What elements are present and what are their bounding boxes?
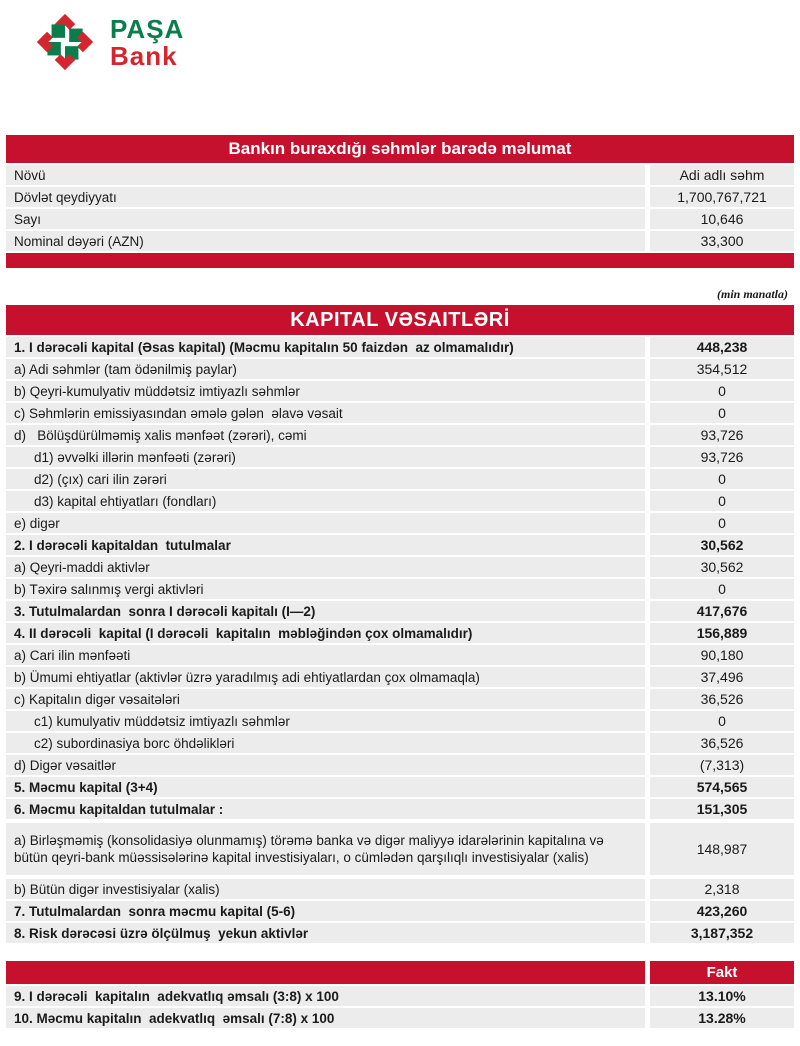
row-value: 574,565	[650, 777, 794, 797]
row-value: 36,526	[650, 689, 794, 709]
row-label: d) Bölüşdürülməmiş xalis mənfəət (zərəri), cəmi	[6, 425, 645, 445]
pashabank-logo-icon	[33, 10, 97, 74]
row-label: c) Səhmlərin emissiyasından əmələ gələn əlavə vəsait	[6, 403, 645, 423]
fakt-header-spacer	[6, 961, 645, 984]
table-row	[6, 359, 794, 379]
table-row	[6, 337, 794, 357]
row-value: 30,562	[650, 557, 794, 577]
row-value: 2,318	[650, 879, 794, 899]
row-label: a) Adi səhmlər (tam ödənilmiş paylar)	[6, 359, 645, 379]
row-label: b) Bütün digər investisiyalar (xalis)	[6, 879, 645, 899]
row-label: 4. II dərəcəli kapital (I dərəcəli kapitalın məbləğindən çox olmamalıdır)	[6, 623, 645, 643]
table-row	[6, 491, 794, 511]
table-row	[6, 187, 794, 207]
table-row	[6, 601, 794, 621]
row-label: c1) kumulyativ müddətsiz imtiyazlı səhmlər	[6, 711, 645, 731]
table-row	[6, 425, 794, 445]
row-value: 3,187,352	[650, 923, 794, 943]
row-label: e) digər	[6, 513, 645, 533]
table-row	[6, 645, 794, 665]
row-label: 7. Tutulmalardan sonra məcmu kapital (5-6)	[6, 901, 645, 921]
capital-table	[6, 305, 794, 945]
row-label: a) Birləşməmiş (konsolidasiyə olunmamış) törəmə banka və digər maliyyə idarələrinin kapitalına və bütün qeyri-bank müəssisələrinə kapital investisiyaları, o cümlədən qarşılıqlı investisiyalar (xalis)	[6, 823, 645, 875]
row-value: 156,889	[650, 623, 794, 643]
pashabank-logo	[33, 10, 184, 74]
row-label: Növü	[6, 165, 645, 185]
row-label: d3) kapital ehtiyatları (fondları)	[6, 491, 645, 511]
adequacy-table	[6, 961, 794, 1030]
table-row	[6, 381, 794, 401]
table-row	[6, 777, 794, 797]
bank-name-line1: PAŞA	[110, 14, 185, 44]
row-label: b) Təxirə salınmış vergi aktivləri	[6, 579, 645, 599]
row-value: 1,700,767,721	[650, 187, 794, 207]
row-value: 0	[650, 381, 794, 401]
bank-wordmark	[110, 15, 184, 69]
row-label: 8. Risk dərəcəsi üzrə ölçülmuş yekun aktivlər	[6, 923, 645, 943]
table-row	[6, 623, 794, 643]
row-value: 151,305	[650, 799, 794, 819]
red-divider-bar	[6, 253, 794, 268]
table-row	[6, 557, 794, 577]
fakt-header-bar	[6, 961, 794, 984]
row-label: 1. I dərəcəli kapital (Əsas kapital) (Məcmu kapitalın 50 faizdən az olmamalıdır)	[6, 337, 645, 357]
row-value: 0	[650, 513, 794, 533]
bank-name-line2: Bank	[110, 41, 178, 71]
row-value: Adi adlı səhm	[650, 165, 794, 185]
table-row	[6, 209, 794, 229]
row-label: c) Kapitalın digər vəsaitələri	[6, 689, 645, 709]
row-value: 0	[650, 403, 794, 423]
row-value: 148,987	[650, 823, 794, 875]
row-value: 0	[650, 711, 794, 731]
table-row	[6, 711, 794, 731]
unit-note: (min manatla)	[716, 287, 788, 301]
shares-table	[6, 135, 794, 268]
row-label: c2) subordinasiya borc öhdəlikləri	[6, 733, 645, 753]
row-label: b) Ümumi ehtiyatlar (aktivlər üzrə yaradılmış adi ehtiyatlardan çox olmamaqla)	[6, 667, 645, 687]
row-label: 10. Məcmu kapitalın adekvatlıq əmsalı (7:8) x 100	[6, 1008, 645, 1028]
row-value: 13.28%	[650, 1008, 794, 1028]
table-row	[6, 447, 794, 467]
row-value: 33,300	[650, 231, 794, 251]
table-row	[6, 513, 794, 533]
pinwheel-icon	[33, 10, 97, 74]
row-value: 13.10%	[650, 986, 794, 1006]
table-row	[6, 879, 794, 899]
table-row	[6, 579, 794, 599]
table-row	[6, 986, 794, 1006]
row-value: 30,562	[650, 535, 794, 555]
row-value: 37,496	[650, 667, 794, 687]
table-row	[6, 799, 794, 819]
row-value: (7,313)	[650, 755, 794, 775]
row-label: d2) (çıx) cari ilin zərəri	[6, 469, 645, 489]
row-value: 0	[650, 469, 794, 489]
fakt-header-label: Fakt	[650, 961, 794, 984]
row-value: 10,646	[650, 209, 794, 229]
table-row	[6, 165, 794, 185]
row-value: 0	[650, 579, 794, 599]
adequacy-table-rows	[6, 986, 794, 1028]
row-label: 5. Məcmu kapital (3+4)	[6, 777, 645, 797]
row-label: b) Qeyri-kumulyativ müddətsiz imtiyazlı səhmlər	[6, 381, 645, 401]
row-label: 2. I dərəcəli kapitaldan tutulmalar	[6, 535, 645, 555]
row-value: 36,526	[650, 733, 794, 753]
table-row	[6, 823, 794, 875]
table-row	[6, 1008, 794, 1028]
row-value: 93,726	[650, 447, 794, 467]
row-label: d) Digər vəsaitlər	[6, 755, 645, 775]
row-value: 417,676	[650, 601, 794, 621]
row-label: 9. I dərəcəli kapitalın adekvatlıq əmsalı (3:8) x 100	[6, 986, 645, 1006]
row-label: d1) əvvəlki illərin mənfəəti (zərəri)	[6, 447, 645, 467]
row-label: 6. Məcmu kapitaldan tutulmalar :	[6, 799, 645, 819]
row-value: 93,726	[650, 425, 794, 445]
row-label: Nominal dəyəri (AZN)	[6, 231, 645, 251]
table-row	[6, 755, 794, 775]
table-row	[6, 689, 794, 709]
capital-table-title: KAPITAL VƏSAITLƏRİ	[6, 305, 794, 335]
row-value: 423,260	[650, 901, 794, 921]
table-row	[6, 469, 794, 489]
row-label: Sayı	[6, 209, 645, 229]
row-value: 448,238	[650, 337, 794, 357]
row-value: 354,512	[650, 359, 794, 379]
table-row	[6, 535, 794, 555]
shares-table-title: Bankın buraxdığı səhmlər barədə məlumat	[6, 135, 794, 163]
capital-table-rows	[6, 337, 794, 943]
table-row	[6, 923, 794, 943]
row-label: 3. Tutulmalardan sonra I dərəcəli kapitalı (I—2)	[6, 601, 645, 621]
shares-table-rows	[6, 165, 794, 251]
row-label: a) Qeyri-maddi aktivlər	[6, 557, 645, 577]
row-value: 90,180	[650, 645, 794, 665]
table-row	[6, 733, 794, 753]
row-label: Dövlət qeydiyyatı	[6, 187, 645, 207]
table-row	[6, 403, 794, 423]
table-row	[6, 667, 794, 687]
table-row	[6, 901, 794, 921]
row-value: 0	[650, 491, 794, 511]
table-row	[6, 231, 794, 251]
row-label: a) Cari ilin mənfəəti	[6, 645, 645, 665]
